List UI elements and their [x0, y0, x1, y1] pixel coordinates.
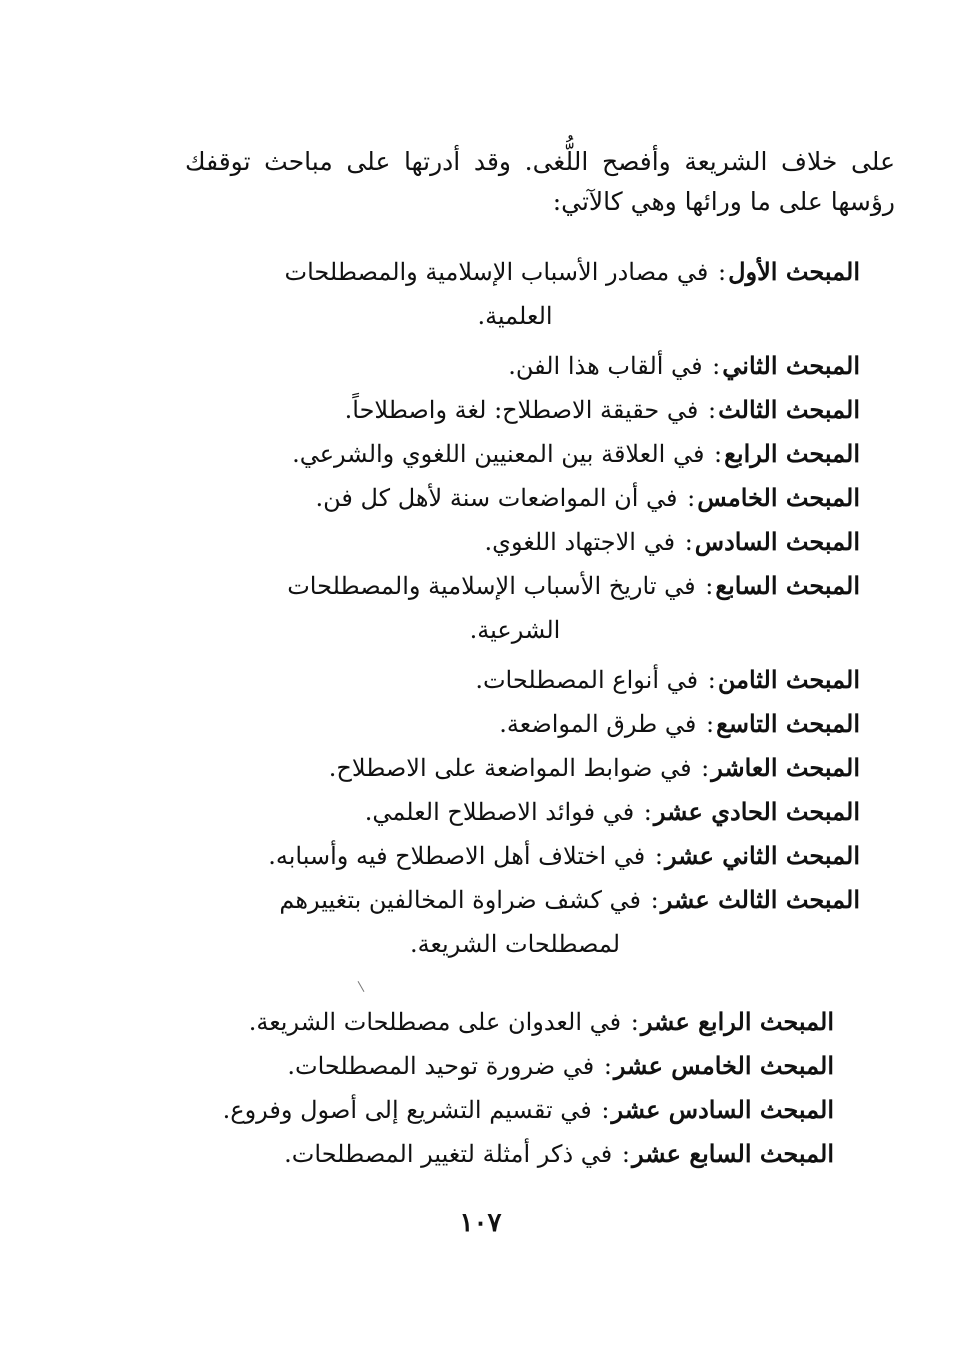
topic-text: في تاريخ الأسباب الإسلامية والمصطلحات	[287, 572, 696, 600]
topic-label: المبحث العاشر	[711, 753, 860, 782]
topic-label: المبحث الثامن	[717, 665, 860, 694]
list-item: المبحث الثالث عشر: في كشف ضراوة المخالفين بتغييرهم لمصطلحات الشريعة.	[170, 878, 860, 966]
topic-text: في أنواع المصطلحات.	[475, 666, 699, 694]
topic-label: المبحث السابع عشر	[632, 1139, 834, 1168]
topic-label: المبحث الثاني عشر	[664, 841, 860, 870]
list-item: المبحث الثاني: في ألقاب هذا الفن.	[508, 351, 860, 380]
list-item: المبحث السابع: في تاريخ الأسباب الإسلامية والمصطلحات الشرعية.	[170, 564, 860, 652]
page-number: ١٠٧	[459, 1208, 502, 1238]
list-item: المبحث السابع عشر: في ذكر أمثلة لتغيير المصطلحات.	[284, 1139, 834, 1168]
topic-text: في ذكر أمثلة لتغيير المصطلحات.	[284, 1140, 613, 1168]
topic-text: في كشف ضراوة المخالفين بتغييرهم	[279, 886, 642, 914]
list-item: المبحث الخامس عشر: في ضرورة توحيد المصطلحات.	[287, 1051, 834, 1080]
list-item: المبحث الخامس: في أن المواضعات سنة لأهل كل فن.	[315, 483, 860, 512]
list-item: المبحث السادس عشر: في تقسيم التشريع إلى أصول وفروع.	[222, 1095, 834, 1124]
list-item: المبحث الثالث: في حقيقة الاصطلاح: لغة واصطلاحاً.	[344, 395, 860, 424]
list-item: المبحث الرابع: في العلاقة بين المعنيين اللغوي والشرعي.	[292, 439, 860, 468]
topic-label: المبحث الثالث عشر	[660, 885, 860, 914]
list-item: المبحث الحادي عشر: في فوائد الاصطلاح العلمي.	[364, 797, 860, 826]
topic-text: في ألقاب هذا الفن.	[508, 352, 703, 380]
list-item: المبحث السادس: في الاجتهاد اللغوي.	[484, 527, 860, 556]
intro-paragraph: على خلاف الشريعة وأفصح اللُّغى. وقد أدرتها على مباحث توقفك رؤسها على ما ورائها وهي كالآتي:	[185, 147, 895, 216]
topic-label: المبحث التاسع	[716, 709, 860, 738]
topic-text: في ضوابط المواضعة على الاصطلاح.	[328, 754, 692, 782]
topic-list	[170, 250, 860, 972]
list-item: المبحث العاشر: في ضوابط المواضعة على الاصطلاح.	[328, 753, 860, 782]
topic-label: المبحث الخامس عشر	[613, 1051, 834, 1080]
topic-continuation: الشرعية.	[469, 616, 561, 644]
topic-text: في حقيقة الاصطلاح: لغة واصطلاحاً.	[344, 396, 699, 424]
topic-label: المبحث السادس عشر	[611, 1095, 834, 1124]
topic-continuation: العلمية.	[477, 302, 553, 330]
list-item: المبحث الأول: في مصادر الأسباب الإسلامية والمصطلحات العلمية.	[170, 250, 860, 338]
topic-label: المبحث الثالث	[718, 395, 860, 424]
topic-label: المبحث السادس	[694, 527, 860, 556]
list-item: المبحث الثاني عشر: في اختلاف أهل الاصطلاح فيه وأسبابه.	[268, 841, 860, 870]
topic-text: في ضرورة توحيد المصطلحات.	[287, 1052, 595, 1080]
list-item: المبحث الثامن: في أنواع المصطلحات.	[475, 665, 860, 694]
list-item: المبحث التاسع: في طرق المواضعة.	[499, 709, 860, 738]
topic-text: في تقسيم التشريع إلى أصول وفروع.	[222, 1096, 592, 1124]
stray-mark	[358, 981, 365, 992]
topic-label: المبحث الثاني	[722, 351, 860, 380]
topic-label: المبحث الرابع عشر	[640, 1007, 834, 1036]
topic-label: المبحث الحادي عشر	[653, 797, 860, 826]
topic-text: في اختلاف أهل الاصطلاح فيه وأسبابه.	[268, 842, 646, 870]
topic-list-continued	[170, 1000, 834, 1176]
topic-label: المبحث السابع	[715, 571, 860, 600]
topic-text: في العدوان على مصطلحات الشريعة.	[248, 1008, 622, 1036]
topic-label: المبحث الخامس	[697, 483, 860, 512]
topic-text: في فوائد الاصطلاح العلمي.	[364, 798, 635, 826]
topic-text: في العلاقة بين المعنيين اللغوي والشرعي.	[292, 440, 705, 468]
list-item: المبحث الرابع عشر: في العدوان على مصطلحات الشريعة.	[248, 1007, 834, 1036]
topic-text: في طرق المواضعة.	[499, 710, 697, 738]
topic-continuation: لمصطلحات الشريعة.	[409, 930, 621, 958]
topic-text: في الاجتهاد اللغوي.	[484, 528, 676, 556]
topic-label: المبحث الرابع	[724, 439, 860, 468]
topic-text: في أن المواضعات سنة لأهل كل فن.	[315, 484, 678, 512]
topic-label: المبحث الأول	[728, 257, 860, 286]
topic-text: في مصادر الأسباب الإسلامية والمصطلحات	[284, 258, 709, 286]
